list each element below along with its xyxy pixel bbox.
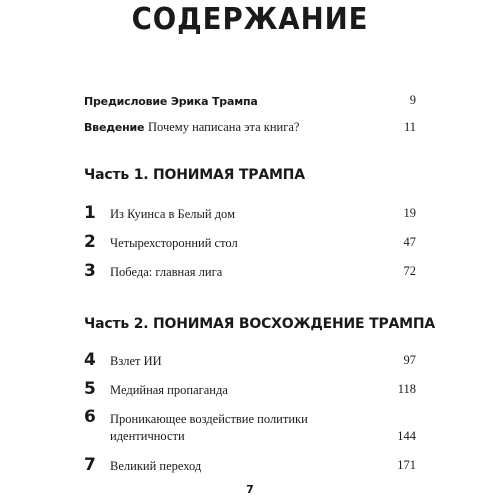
chapter-2-number: 2	[84, 232, 96, 252]
chapter-7-number: 7	[84, 455, 96, 475]
chapter-6-number: 6	[84, 407, 96, 427]
chapter-5-title[interactable]: Медийная пропаганда	[110, 383, 228, 397]
page-title: СОДЕРЖАНИЕ	[131, 2, 369, 37]
part-1-heading: Часть 1. ПОНИМАЯ ТРАМПА	[84, 167, 305, 183]
chapter-4-page: 97	[403, 353, 416, 367]
page-folio: 7	[246, 483, 254, 496]
chapter-2-title[interactable]: Четырехсторонний стол	[110, 236, 238, 250]
chapter-3-page: 72	[403, 264, 416, 278]
chapter-3-number: 3	[84, 261, 96, 281]
chapter-7-title[interactable]: Великий переход	[110, 459, 202, 473]
chapter-1-page: 19	[403, 206, 416, 220]
chapter-3-title[interactable]: Победа: главная лига	[110, 265, 223, 279]
toc-intro-label[interactable]: Введение	[84, 121, 145, 134]
chapter-1-number: 1	[84, 203, 96, 223]
chapter-4-title[interactable]: Взлет ИИ	[110, 354, 162, 368]
chapter-5-page: 118	[397, 382, 416, 396]
chapter-4-number: 4	[84, 350, 96, 370]
chapter-6-title-line1: Проникающее воздействие политики	[110, 412, 308, 426]
chapter-6-page: 144	[397, 429, 416, 443]
chapter-7-page: 171	[397, 458, 416, 472]
chapter-2-page: 47	[403, 235, 416, 249]
toc-foreword-page: 9	[409, 93, 416, 107]
toc-foreword-label[interactable]: Предисловие Эрика Трампа	[84, 95, 258, 108]
chapter-6-title-line2: идентичности	[110, 429, 185, 443]
chapter-6-title[interactable]	[110, 411, 370, 445]
chapter-1-title[interactable]: Из Куинса в Белый дом	[110, 207, 235, 221]
chapter-5-number: 5	[84, 379, 96, 399]
toc-intro-page: 11	[403, 120, 416, 134]
toc-intro-subtitle[interactable]: Почему написана эта книга?	[148, 120, 300, 134]
part-2-heading: Часть 2. ПОНИМАЯ ВОСХОЖДЕНИЕ ТРАМПА	[84, 316, 436, 332]
